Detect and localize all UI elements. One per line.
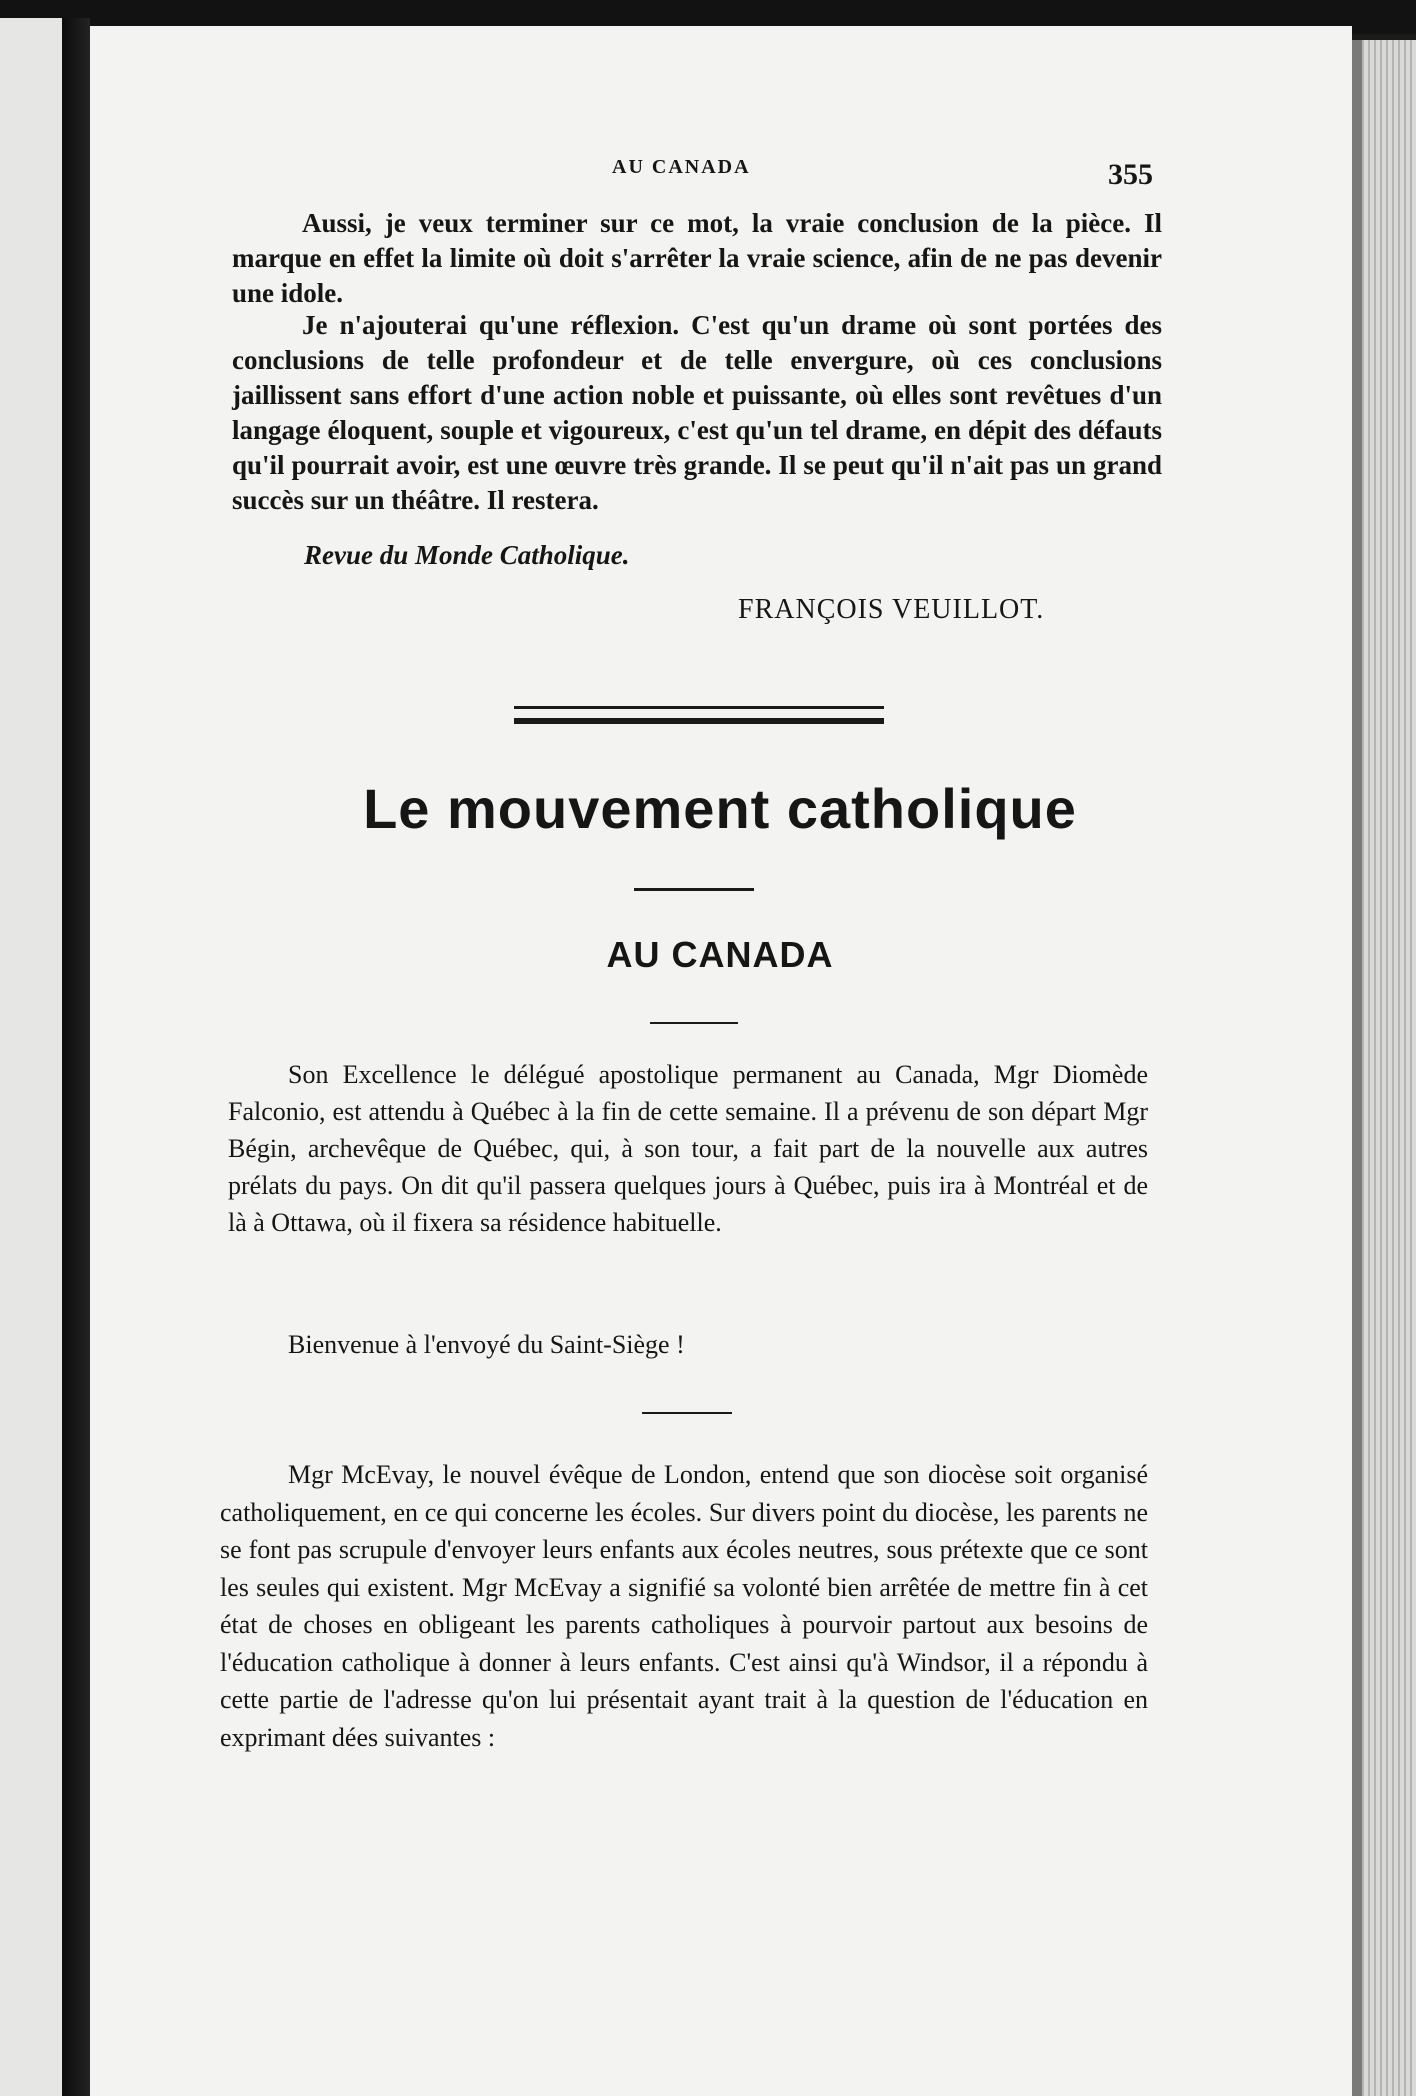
page-edge-shadow (1352, 40, 1362, 2096)
page-number: 355 (1108, 158, 1153, 191)
article-paragraph: Mgr McEvay, le nouvel évêque de London, entend que son diocèse soit organisé catholiquement, en ce qui concerne les écoles. Sur divers point du diocèse, les parents ne se font pas scrupule d'envoyer leurs enfants aux écoles neutres, sous prétexte que ce sont les seules qui existent. Mgr McEvay a signifié sa volonté bien arrêtée de mettre fin à cet état de choses en obligeant les parents catholiques à pourvoir partout aux besoins de l'éducation catholique à donner à leurs enfants. C'est ainsi qu'à Windsor, il a répondu à cette partie de l'adresse qu'on lui présentait ayant trait à la question de l'éducation en exprimant dées suivantes : (220, 1460, 1148, 1752)
section-heading: AU CANADA (606, 934, 834, 975)
source-citation: Revue du Monde Catholique. (304, 540, 630, 570)
article-title: Le mouvement catholique (363, 777, 1077, 840)
section-divider (514, 706, 884, 726)
paragraph-separator (642, 1412, 732, 1414)
author-signature: FRANÇOIS VEUILLOT. (738, 594, 1045, 625)
title-rule (634, 888, 754, 891)
article-paragraph: Bienvenue à l'envoyé du Saint-Siège ! (288, 1330, 685, 1359)
heading-rule (650, 1022, 738, 1024)
previous-article-paragraph: Aussi, je veux terminer sur ce mot, la vraie conclusion de la pièce. Il marque en effet la limite où doit s'arrêter la vraie science, afin de ne pas devenir une idole. (232, 208, 1162, 308)
previous-article-paragraph: Je n'ajouterai qu'une réflexion. C'est qu'un drame où sont portées des conclusions de telle profondeur et de telle envergure, où ces conclusions jaillissent sans effort d'une action noble et puissante, où elles sont revêtues d'un langage éloquent, souple et vigoureux, c'est qu'un tel drame, en dépit des défauts qu'il pourrait avoir, est une œuvre très grande. Il se peut qu'il n'ait pas un grand succès sur un théâtre. Il restera. (232, 310, 1162, 515)
article-paragraph: Son Excellence le délégué apostolique permanent au Canada, Mgr Diomède Falconio, est attendu à Québec à la fin de cette semaine. Il a prévenu de son départ Mgr Bégin, archevêque de Québec, qui, à son tour, a fait part de la nouvelle aux autres prélats du pays. On dit qu'il passera quelques jours à Québec, puis ira à Montréal et de là à Ottawa, où il fixera sa résidence habituelle. (228, 1060, 1148, 1237)
running-head: AU CANADA (612, 156, 751, 178)
facing-page-edge (0, 18, 62, 2096)
book-gutter-shadow (62, 18, 90, 2096)
